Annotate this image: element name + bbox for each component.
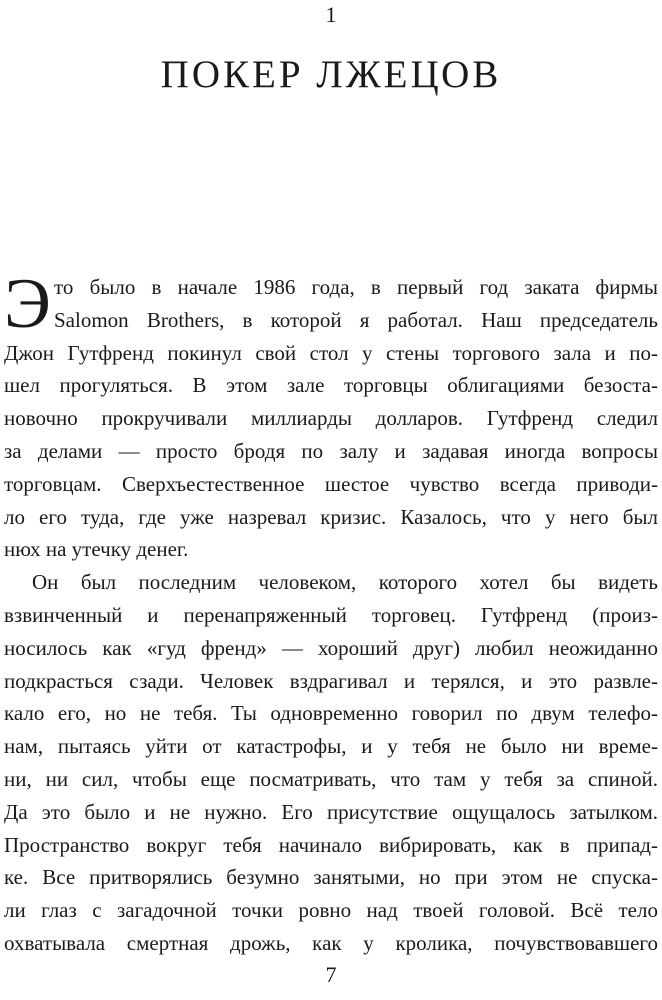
text-line: нам, пытаясь уйти от катастрофы, и у тебя не было ни време-: [4, 734, 658, 759]
text-line: Salomon Brothers, в которой я работал. Наш председатель: [54, 307, 658, 332]
drop-cap: Э: [4, 265, 51, 343]
text-line: то было в начале 1986 года, в первый год заката фирмы: [54, 275, 658, 299]
text-line: ни, ни сил, чтобы еще посматривать, что там у тебя за спиной.: [4, 766, 658, 791]
text-line: носилось как «гуд френд» — хороший друг) любил неожиданно: [4, 635, 658, 660]
text-line: нюх на утечку денег.: [4, 537, 189, 562]
body-text: [4, 265, 658, 960]
text-line: Пространство вокруг тебя начинало вибрировать, как в припад-: [4, 832, 658, 857]
text-line: кало его, но не тебя. Ты одновременно говорил по двум телефо-: [4, 701, 658, 726]
text-line: ли глаз с загадочной точки ровно над твоей головой. Всё тело: [4, 898, 658, 923]
chapter-number: 1: [325, 2, 337, 27]
page-number: 7: [325, 962, 337, 987]
text-line: взвинченный и перенапряженный торговец. Гутфренд (произ-: [4, 602, 658, 627]
text-line: охватывала смертная дрожь, как у кролика, почувствовавшего: [4, 930, 658, 955]
chapter-title: ПОКЕР ЛЖЕЦОВ: [160, 53, 502, 96]
text-line: Джон Гутфренд покинул свой стол у стены торгового зала и по-: [4, 340, 658, 365]
text-line: Он был последним человеком, которого хотел бы видеть: [32, 570, 658, 595]
text-line: торговцам. Сверхъестественное шестое чувство всегда приводи-: [4, 471, 658, 496]
text-line: Да это было и не нужно. Его присутствие ощущалось затылком.: [4, 799, 658, 824]
text-line: шел прогуляться. В этом зале торговцы облигациями безоста-: [4, 373, 658, 398]
text-line: подкрасться сзади. Человек вздрагивал и терялся, и это развле-: [4, 668, 658, 693]
text-line: ло его туда, где уже назревал кризис. Казалось, что у него был: [4, 504, 658, 529]
text-line: за делами — просто бродя по залу и задавая иногда вопросы: [4, 438, 658, 463]
text-line: новочно прокручивали миллиарды долларов. Гутфренд следил: [4, 406, 658, 431]
text-line: ке. Все притворялись безумно занятыми, но при этом не спуска-: [4, 865, 658, 890]
